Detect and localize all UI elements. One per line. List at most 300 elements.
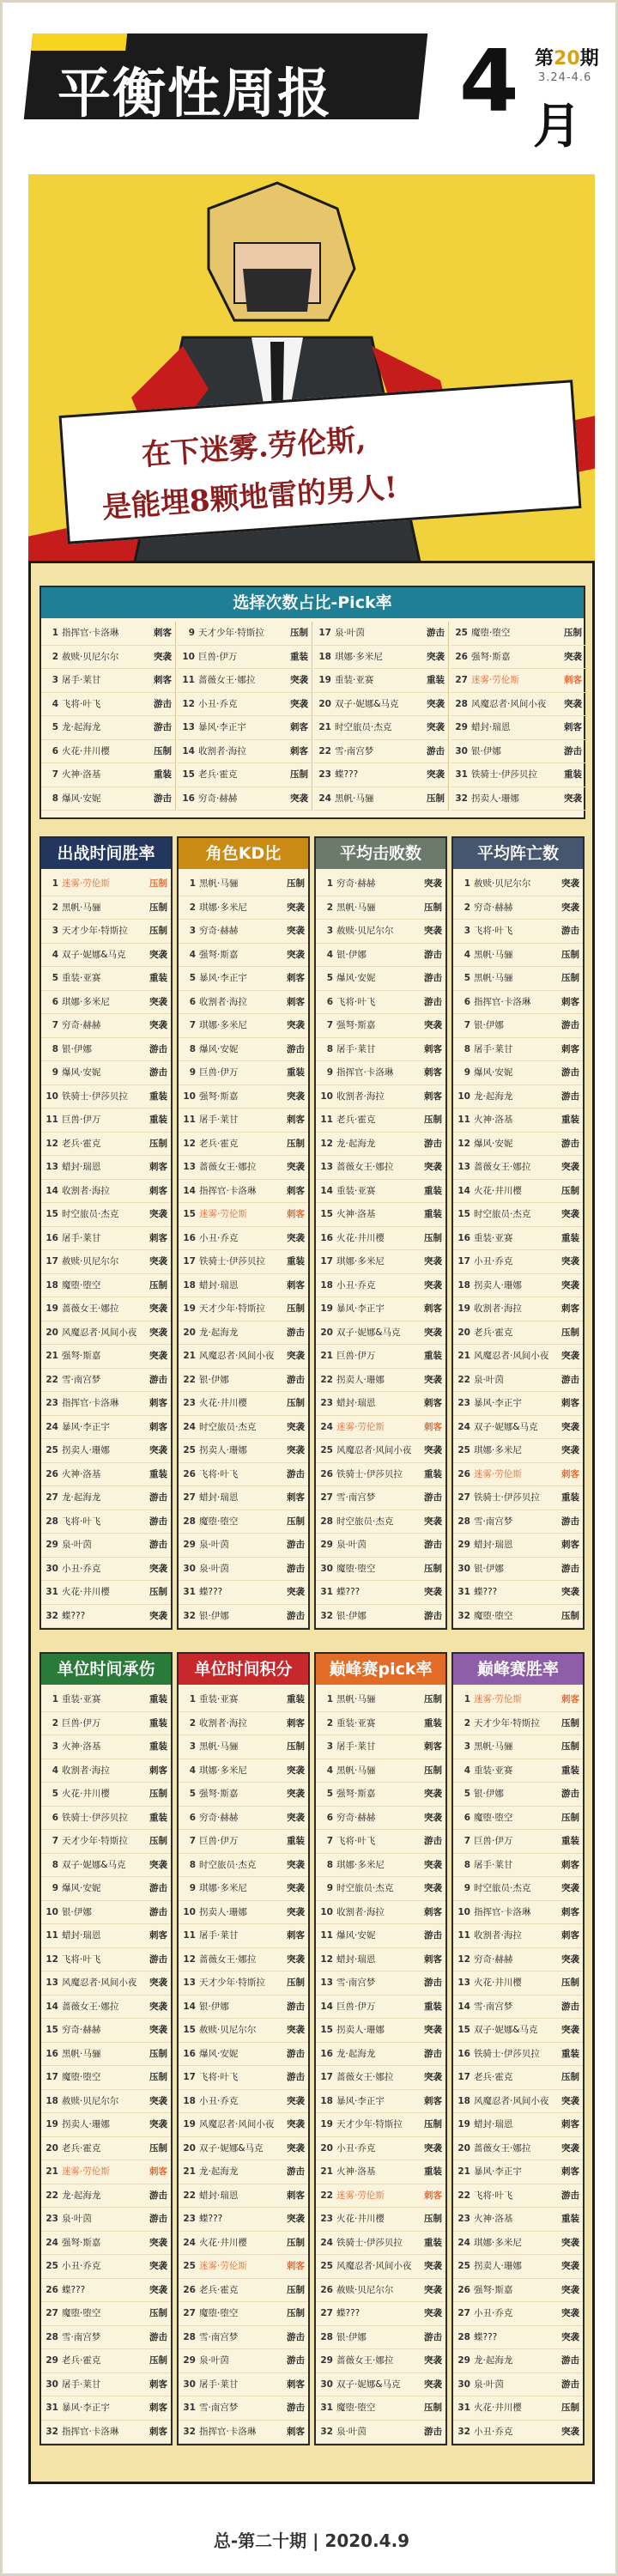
stat-row xyxy=(179,1534,308,1558)
stat-row xyxy=(41,1321,171,1346)
stat-row xyxy=(41,1369,171,1393)
hero-class: 压制 xyxy=(287,1303,305,1314)
stat-row xyxy=(179,2208,308,2232)
hero-name: 银·伊娜 xyxy=(62,1906,92,1917)
hero-name: 小丑·乔克 xyxy=(474,2426,513,2437)
stat-row xyxy=(453,1133,583,1157)
stat-row xyxy=(41,669,175,693)
rank: 5 xyxy=(464,973,470,983)
rank: 18 xyxy=(45,1279,58,1291)
hero-class: 突袭 xyxy=(149,2095,167,2106)
rank: 22 xyxy=(45,2190,58,2201)
hero-class: 压制 xyxy=(149,2072,167,2082)
pick-rate-title: 选择次数占比-Pick率 xyxy=(41,587,584,618)
stat-row xyxy=(453,1924,583,1948)
hero-name: 雪·南宫梦 xyxy=(335,745,374,756)
stat-row xyxy=(41,1085,171,1109)
hero-name: 飞将·叶飞 xyxy=(336,1836,376,1846)
hero-class: 重装 xyxy=(149,1717,167,1728)
hero-name: 老兵·霍克 xyxy=(62,2142,101,2154)
stat-row xyxy=(179,1392,308,1416)
hero-class: 突袭 xyxy=(561,1883,579,1893)
stat-row xyxy=(316,2160,445,2184)
hero-class: 突袭 xyxy=(287,2214,305,2224)
hero-class: 游击 xyxy=(149,1374,167,1385)
rank: 28 xyxy=(183,2331,196,2342)
hero-class: 重装 xyxy=(287,1067,305,1078)
hero-class: 突袭 xyxy=(424,1859,442,1870)
hero-name: 穷奇·赫赫 xyxy=(474,902,513,913)
hero-class: 突袭 xyxy=(424,1516,442,1527)
stat-row xyxy=(41,1014,171,1038)
rank: 22 xyxy=(320,2190,333,2201)
rank: 16 xyxy=(457,2048,470,2059)
hero-class: 游击 xyxy=(287,2331,305,2342)
hero-name: 飞将·叶飞 xyxy=(199,1468,239,1479)
stat-row xyxy=(316,1203,445,1227)
stat-row xyxy=(178,622,312,646)
hero-name: 银·伊娜 xyxy=(336,1610,367,1621)
rank: 3 xyxy=(52,675,58,685)
hero-class: 压制 xyxy=(149,926,167,936)
hero-name: 银·伊娜 xyxy=(336,2331,367,2342)
hero-class: 突袭 xyxy=(149,1020,167,1030)
stat-row xyxy=(41,2019,171,2043)
hero-name: 魔堕·堕空 xyxy=(474,1610,513,1621)
hero-class: 压制 xyxy=(149,2048,167,2059)
stat-row xyxy=(41,2113,171,2137)
death-rows xyxy=(453,872,583,1628)
hero-class: 突袭 xyxy=(154,651,172,662)
hero-class: 游击 xyxy=(561,2355,579,2366)
hero-class: 压制 xyxy=(149,902,167,913)
hero-class: 游击 xyxy=(424,1492,442,1503)
stat-row xyxy=(316,2184,445,2208)
stat-row xyxy=(41,991,171,1015)
rank: 14 xyxy=(457,1185,470,1196)
rank: 16 xyxy=(320,1232,333,1243)
hero-class: 突袭 xyxy=(149,1209,167,1219)
rank: 6 xyxy=(326,1812,333,1823)
stat-row xyxy=(179,1297,308,1321)
hero-name: 时空旅员·杰克 xyxy=(336,1883,394,1893)
hero-class: 游击 xyxy=(424,1540,442,1550)
hero-name: 爆风·安妮 xyxy=(474,1138,513,1149)
hero-class: 刺客 xyxy=(424,1906,442,1917)
hero-name: 暴风·李正宇 xyxy=(336,2095,385,2106)
hero-name: 爆风·安妮 xyxy=(336,973,376,983)
hero-class: 突袭 xyxy=(149,1563,167,1574)
rank: 25 xyxy=(457,1445,470,1455)
hero-class: 突袭 xyxy=(427,769,445,780)
rank: 4 xyxy=(189,1765,196,1776)
hero-class: 重装 xyxy=(424,2237,442,2248)
stat-row xyxy=(179,1558,308,1582)
rank: 12 xyxy=(457,1138,470,1149)
rank: 5 xyxy=(189,973,196,983)
rank: 9 xyxy=(52,1067,58,1078)
stat-row xyxy=(179,1688,308,1712)
rank: 24 xyxy=(183,2237,196,2248)
rank: 25 xyxy=(45,1445,58,1455)
rank: 20 xyxy=(457,1327,470,1338)
hero-name: 雪·南宫梦 xyxy=(336,1492,376,1503)
rank: 18 xyxy=(457,1279,470,1291)
hero-class: 压制 xyxy=(149,878,167,889)
hero-name: 迷雾·劳伦斯 xyxy=(199,1209,247,1219)
hero-class: 刺客 xyxy=(287,2379,305,2390)
hero-name: 迷雾·劳伦斯 xyxy=(336,1421,385,1432)
hero-name: 泉·叶茵 xyxy=(336,1540,367,1550)
hero-name: 巨兽·伊万 xyxy=(198,651,238,662)
rank: 22 xyxy=(45,1374,58,1385)
hero-class: 突袭 xyxy=(287,1789,305,1799)
hero-name: 琪娜·多米尼 xyxy=(199,1020,247,1030)
rank: 28 xyxy=(45,1516,58,1527)
stat-row xyxy=(41,2090,171,2114)
hero-name: 雪·南宫梦 xyxy=(62,1374,101,1385)
stat-row xyxy=(453,1712,583,1736)
hero-name: 风魔忍者·风间小夜 xyxy=(199,2119,275,2129)
hero-class: 突袭 xyxy=(287,1421,305,1432)
hero-name: 强弩·斯嘉 xyxy=(474,2284,513,2295)
stat-row xyxy=(179,1735,308,1759)
rank: 2 xyxy=(52,651,58,662)
rank: 18 xyxy=(320,1279,333,1291)
hero-name: 爆风·安妮 xyxy=(336,1930,376,1941)
hero-name: 魔堕·堕空 xyxy=(62,2072,101,2082)
hero-name: 收割者·海拉 xyxy=(199,1717,247,1728)
hero-name: 指挥官·卡洛琳 xyxy=(474,996,531,1007)
hero-class: 刺客 xyxy=(424,2095,442,2106)
hero-name: 暴风·李正宇 xyxy=(336,1303,385,1314)
hero-name: 拐卖人·珊娜 xyxy=(474,2261,522,2271)
hero-name: 火花·井川樱 xyxy=(62,745,110,756)
stat-row xyxy=(41,1274,171,1298)
rank: 22 xyxy=(320,1374,333,1385)
hero-name: 天才少年·特斯拉 xyxy=(62,926,128,936)
hero-class: 突袭 xyxy=(424,1020,442,1030)
hero-class: 突袭 xyxy=(149,2261,167,2271)
stat-row xyxy=(453,2160,583,2184)
stat-row xyxy=(41,2184,171,2208)
hero-class: 刺客 xyxy=(287,2426,305,2437)
hero-class: 压制 xyxy=(149,1279,167,1291)
hero-name: 小丑·乔克 xyxy=(62,2261,101,2271)
stat-row xyxy=(451,693,585,717)
hero-class: 刺客 xyxy=(149,1930,167,1941)
stat-row xyxy=(179,872,308,896)
rank: 21 xyxy=(45,2166,58,2177)
stat-row xyxy=(41,2066,171,2090)
hero-name: 琪娜·多米尼 xyxy=(199,1883,247,1893)
stat-row xyxy=(453,1783,583,1807)
stat-row xyxy=(316,2279,445,2303)
hero-class: 突袭 xyxy=(287,949,305,960)
stat-row xyxy=(179,2090,308,2114)
stat-row xyxy=(316,2208,445,2232)
issue-prefix: 第 xyxy=(535,48,554,70)
rank: 24 xyxy=(183,1421,196,1432)
hero-class: 刺客 xyxy=(287,1492,305,1503)
rank: 28 xyxy=(457,1516,470,1527)
hero-class: 突袭 xyxy=(561,2095,579,2106)
hero-class: 刺客 xyxy=(287,1115,305,1125)
hero-name: 双子·妮娜&马克 xyxy=(62,949,126,960)
stat-row xyxy=(179,1854,308,1878)
hero-class: 游击 xyxy=(149,1492,167,1503)
death-panel xyxy=(451,836,585,1630)
rank: 26 xyxy=(455,651,468,662)
hero-name: 蜡封·瑞恩 xyxy=(474,1540,513,1550)
hero-class: 压制 xyxy=(424,902,442,913)
hero-class: 刺客 xyxy=(561,1859,579,1870)
hero-banner xyxy=(28,174,595,578)
hero-class: 突袭 xyxy=(424,926,442,936)
stat-row xyxy=(316,1688,445,1712)
stat-row xyxy=(179,1605,308,1629)
rank: 1 xyxy=(52,628,58,638)
hero-name: 迷雾·劳伦斯 xyxy=(474,1694,522,1704)
hero-name: 飞将·叶飞 xyxy=(62,1953,101,1965)
rank: 1 xyxy=(189,1694,196,1704)
hero-name: 暴风·李正宇 xyxy=(62,2403,110,2413)
hero-name: 收割者·海拉 xyxy=(336,1906,385,1917)
rank: 4 xyxy=(326,1765,333,1776)
hero-class: 游击 xyxy=(424,1930,442,1941)
stat-row xyxy=(41,1783,171,1807)
hero-name: 老兵·霍克 xyxy=(198,769,238,780)
hero-name: 火神·洛基 xyxy=(474,2214,513,2224)
stat-row xyxy=(316,2232,445,2256)
hero-name: 强弩·斯嘉 xyxy=(336,1789,376,1799)
stat-row xyxy=(179,1510,308,1534)
hero-name: 蜡封·瑞恩 xyxy=(336,1398,376,1408)
hero-name: 泉·叶茵 xyxy=(199,2355,229,2366)
hero-class: 刺客 xyxy=(424,1303,442,1314)
hero-name: 银·伊娜 xyxy=(474,1563,504,1574)
stat-row xyxy=(451,740,585,764)
stat-row xyxy=(316,2302,445,2326)
hero-name: 拐卖人·珊娜 xyxy=(474,1279,522,1291)
hero-name: 蔷薇女王·娜拉 xyxy=(198,675,256,685)
hero-class: 突袭 xyxy=(561,1162,579,1172)
hero-name: 重装·亚赛 xyxy=(336,1185,376,1196)
hero-name: 收割者·海拉 xyxy=(474,1930,522,1941)
hero-name: 时空旅员·杰克 xyxy=(335,722,392,732)
hero-class: 突袭 xyxy=(424,1374,442,1385)
rank: 2 xyxy=(464,1717,470,1728)
hero-name: 琪娜·多米尼 xyxy=(199,902,247,913)
hero-name: 龙·起海龙 xyxy=(336,2048,376,2059)
hero-name: 指挥官·卡洛琳 xyxy=(62,1398,119,1408)
hero-class: 重装 xyxy=(561,2214,579,2224)
rank: 9 xyxy=(326,1883,333,1893)
hero-name: 屠手·莱甘 xyxy=(62,1232,101,1243)
stat-row xyxy=(453,2090,583,2114)
rank: 6 xyxy=(464,996,470,1007)
rank: 23 xyxy=(457,2214,470,2224)
hero-class: 游击 xyxy=(149,1043,167,1054)
stat-row xyxy=(41,1688,171,1712)
rank: 17 xyxy=(45,2072,58,2082)
rank: 6 xyxy=(52,1812,58,1823)
hero-class: 刺客 xyxy=(424,1091,442,1102)
stat-row xyxy=(41,896,171,920)
hero-class: 游击 xyxy=(149,2214,167,2224)
rank: 20 xyxy=(45,2142,58,2154)
rank: 27 xyxy=(457,1492,470,1503)
issue-label xyxy=(535,44,599,70)
rank: 23 xyxy=(457,1398,470,1408)
stat-row xyxy=(316,1180,445,1204)
rank: 31 xyxy=(320,2403,333,2413)
rank: 10 xyxy=(45,1091,58,1102)
hero-name: 蝶??? xyxy=(199,2214,223,2224)
stat-row xyxy=(451,646,585,670)
stat-row xyxy=(453,920,583,944)
peak_pick-panel xyxy=(314,1652,447,2445)
stat-row xyxy=(41,1581,171,1605)
hero-name: 魔堕·堕空 xyxy=(471,628,511,638)
hero-class: 游击 xyxy=(149,1516,167,1527)
hero-class: 压制 xyxy=(561,2403,579,2413)
hero-class: 游击 xyxy=(561,926,579,936)
stat-row xyxy=(41,1948,171,1972)
rank: 2 xyxy=(189,902,196,913)
rank: 20 xyxy=(45,1327,58,1338)
stat-row xyxy=(314,646,448,670)
hero-name: 蔷薇女王·娜拉 xyxy=(336,1162,394,1172)
stat-row xyxy=(178,763,312,787)
stat-row xyxy=(453,2349,583,2373)
hero-class: 重装 xyxy=(287,1256,305,1267)
hero-name: 龙·起海龙 xyxy=(62,722,101,732)
rank: 19 xyxy=(45,1303,58,1314)
hero-name: 迷雾·劳伦斯 xyxy=(474,1468,522,1479)
rank: 8 xyxy=(189,1859,196,1870)
stat-row xyxy=(453,2373,583,2397)
stat-row xyxy=(316,1345,445,1369)
stat-row xyxy=(453,2255,583,2279)
hero-class: 游击 xyxy=(561,1563,579,1574)
hero-name: 迷雾·劳伦斯 xyxy=(471,675,519,685)
stat-row xyxy=(453,2019,583,2043)
rank: 14 xyxy=(183,2001,196,2012)
hero-class: 突袭 xyxy=(561,1421,579,1432)
rank: 9 xyxy=(464,1883,470,1893)
hero-class: 压制 xyxy=(424,2403,442,2413)
hero-name: 屠手·莱甘 xyxy=(474,1859,513,1870)
stat-row xyxy=(179,1486,308,1510)
hero-name: 赦赎·贝尼尔尔 xyxy=(474,878,531,889)
hero-class: 压制 xyxy=(561,949,579,960)
hero-name: 天才少年·特斯拉 xyxy=(198,628,264,638)
hero-class: 重装 xyxy=(424,1185,442,1196)
stat-row xyxy=(179,1759,308,1783)
hero-name: 拐卖人·珊娜 xyxy=(336,2025,385,2035)
hero-class: 游击 xyxy=(149,1067,167,1078)
hero-name: 火神·洛基 xyxy=(62,1741,101,1752)
hero-class: 刺客 xyxy=(149,2379,167,2390)
hero-name: 收割者·海拉 xyxy=(62,1765,110,1776)
rank: 18 xyxy=(318,651,331,662)
hero-class: 刺客 xyxy=(154,628,172,638)
hero-class: 压制 xyxy=(149,1587,167,1597)
rank: 19 xyxy=(457,1303,470,1314)
hero-class: 刺客 xyxy=(424,1741,442,1752)
hero-name: 屠手·莱甘 xyxy=(336,1043,376,1054)
stat-row xyxy=(41,622,175,646)
hero-class: 刺客 xyxy=(561,1906,579,1917)
rank: 15 xyxy=(45,2025,58,2035)
hero-name: 火花·井川樱 xyxy=(62,1789,110,1799)
hero-name: 魔堕·堕空 xyxy=(336,2403,376,2413)
rank: 10 xyxy=(182,651,195,662)
rank: 20 xyxy=(318,698,331,709)
hero-class: 游击 xyxy=(149,1906,167,1917)
hero-name: 飞将·叶飞 xyxy=(336,996,376,1007)
rank: 3 xyxy=(326,1741,333,1752)
hero-class: 重装 xyxy=(149,1741,167,1752)
hero-name: 暴风·李正宇 xyxy=(474,2166,522,2177)
rank: 21 xyxy=(45,1351,58,1361)
hero-name: 黑帆·马骊 xyxy=(62,2048,101,2059)
rank: 22 xyxy=(457,1374,470,1385)
hero-class: 突袭 xyxy=(287,1091,305,1102)
stat-row xyxy=(316,1924,445,1948)
hero-class: 压制 xyxy=(424,2214,442,2224)
page-title: 平衡性周报 xyxy=(58,62,333,125)
rank: 27 xyxy=(320,2308,333,2318)
hero-name: 琪娜·多米尼 xyxy=(474,2237,522,2248)
stat-row xyxy=(451,787,585,811)
stat-row xyxy=(316,1038,445,1062)
hero-name: 蔷薇女王·娜拉 xyxy=(62,1303,119,1314)
stat-row xyxy=(41,1203,171,1227)
hero-name: 巨兽·伊万 xyxy=(62,1717,101,1728)
hero-name: 黑帆·马骊 xyxy=(336,1765,376,1776)
stat-row xyxy=(41,1180,171,1204)
hero-class: 突袭 xyxy=(561,1209,579,1219)
stat-row xyxy=(316,1971,445,1996)
rank: 26 xyxy=(320,2284,333,2295)
hero-class: 刺客 xyxy=(287,1279,305,1291)
rank: 4 xyxy=(464,1765,470,1776)
rank: 29 xyxy=(457,2355,470,2366)
stat-row xyxy=(316,2326,445,2350)
hero-class: 压制 xyxy=(149,1789,167,1799)
hero-name: 爆风·安妮 xyxy=(199,2048,239,2059)
stat-row xyxy=(41,2208,171,2232)
hero-class: 刺客 xyxy=(149,2166,167,2177)
rank: 9 xyxy=(189,1883,196,1893)
stat-row xyxy=(41,1133,171,1157)
rank: 14 xyxy=(45,1185,58,1196)
hero-class: 突袭 xyxy=(564,651,582,662)
hero-class: 突袭 xyxy=(424,2355,442,2366)
rank: 15 xyxy=(183,2025,196,2035)
hero-name: 穷奇·赫赫 xyxy=(62,1020,101,1030)
hero-class: 刺客 xyxy=(149,2426,167,2437)
hero-name: 黑帆·马骊 xyxy=(336,1694,376,1704)
month-label: 月 xyxy=(533,99,581,155)
hero-name: 蜡封·瑞恩 xyxy=(199,1492,239,1503)
hero-name: 屠手·莱甘 xyxy=(199,2379,239,2390)
stat-row xyxy=(179,2255,308,2279)
hero-name: 蝶??? xyxy=(335,769,359,780)
stat-row xyxy=(179,2019,308,2043)
